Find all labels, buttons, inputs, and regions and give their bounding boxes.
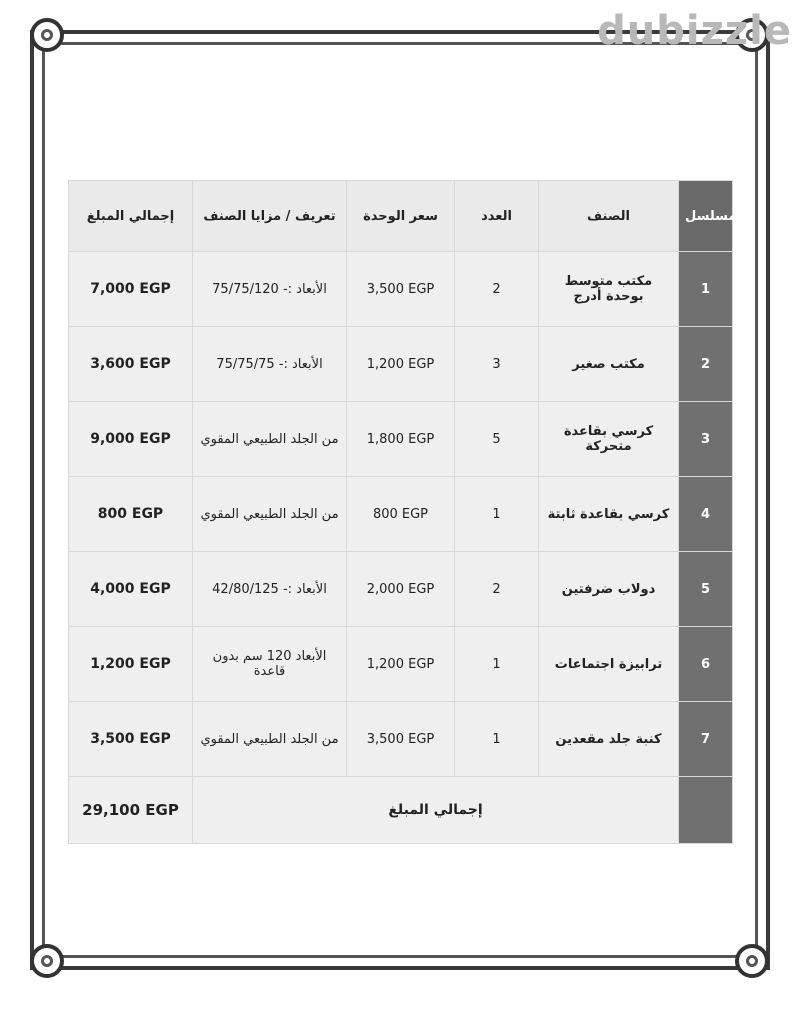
- row-features: الأبعاد 120 سم بدون قاعدة: [193, 627, 347, 702]
- row-unit-price: 800 EGP: [347, 477, 455, 552]
- grand-total-value: 29,100 EGP: [69, 777, 193, 844]
- header-row: [69, 181, 733, 252]
- row-features: من الجلد الطبيعي المقوي: [193, 702, 347, 777]
- table-row: [69, 327, 733, 402]
- row-serial: 4: [679, 477, 733, 552]
- table-row: [69, 552, 733, 627]
- row-features: الأبعاد :- 42/80/125: [193, 552, 347, 627]
- row-features: من الجلد الطبيعي المقوي: [193, 477, 347, 552]
- row-item: كرسي بقاعدة متحركة: [539, 402, 679, 477]
- row-serial: 2: [679, 327, 733, 402]
- grand-total-label: إجمالي المبلغ: [193, 777, 679, 844]
- row-qty: 1: [455, 477, 539, 552]
- price-table: [68, 180, 737, 844]
- row-item: ترابيزة اجتماعات: [539, 627, 679, 702]
- row-total: 3,500 EGP: [69, 702, 193, 777]
- row-total: 9,000 EGP: [69, 402, 193, 477]
- row-item: دولاب ضرفتين: [539, 552, 679, 627]
- table-row: [69, 627, 733, 702]
- row-qty: 5: [455, 402, 539, 477]
- row-serial: 3: [679, 402, 733, 477]
- row-serial: 5: [679, 552, 733, 627]
- row-serial: 6: [679, 627, 733, 702]
- row-unit-price: 1,200 EGP: [347, 627, 455, 702]
- watermark-text: dubizzle: [597, 8, 792, 54]
- header-item: الصنف: [539, 181, 679, 252]
- header-features: تعريف / مزايا الصنف: [193, 181, 347, 252]
- corner-ornament-bottom-left: [30, 944, 64, 978]
- row-total: 4,000 EGP: [69, 552, 193, 627]
- row-total: 7,000 EGP: [69, 252, 193, 327]
- row-item: كرسي بقاعدة ثابتة: [539, 477, 679, 552]
- header-total: إجمالي المبلغ: [69, 181, 193, 252]
- dubizzle-watermark: [597, 8, 792, 54]
- row-item: كنبة جلد مقعدين: [539, 702, 679, 777]
- row-total: 3,600 EGP: [69, 327, 193, 402]
- row-unit-price: 2,000 EGP: [347, 552, 455, 627]
- row-features: الأبعاد :- 75/75/120: [193, 252, 347, 327]
- row-qty: 3: [455, 327, 539, 402]
- header-qty: العدد: [455, 181, 539, 252]
- row-unit-price: 3,500 EGP: [347, 252, 455, 327]
- row-item: مكتب صغير: [539, 327, 679, 402]
- header-unit-price: سعر الوحدة: [347, 181, 455, 252]
- corner-ornament-bottom-right: [735, 944, 769, 978]
- table-row: [69, 402, 733, 477]
- summary-row: [69, 777, 733, 844]
- row-qty: 1: [455, 702, 539, 777]
- row-qty: 2: [455, 552, 539, 627]
- row-unit-price: 3,500 EGP: [347, 702, 455, 777]
- row-qty: 1: [455, 627, 539, 702]
- corner-ornament-top-left: [30, 18, 64, 52]
- row-item: مكتب متوسط بوحدة أدرج: [539, 252, 679, 327]
- summary-serial-cell: [679, 777, 733, 844]
- row-features: الأبعاد :- 75/75/75: [193, 327, 347, 402]
- row-serial: 7: [679, 702, 733, 777]
- row-unit-price: 1,200 EGP: [347, 327, 455, 402]
- row-serial: 1: [679, 252, 733, 327]
- row-unit-price: 1,800 EGP: [347, 402, 455, 477]
- row-qty: 2: [455, 252, 539, 327]
- row-features: من الجلد الطبيعي المقوي: [193, 402, 347, 477]
- row-total: 800 EGP: [69, 477, 193, 552]
- table-row: [69, 702, 733, 777]
- table-row: [69, 477, 733, 552]
- header-serial: مسلسل: [679, 181, 733, 252]
- row-total: 1,200 EGP: [69, 627, 193, 702]
- table-row: [69, 252, 733, 327]
